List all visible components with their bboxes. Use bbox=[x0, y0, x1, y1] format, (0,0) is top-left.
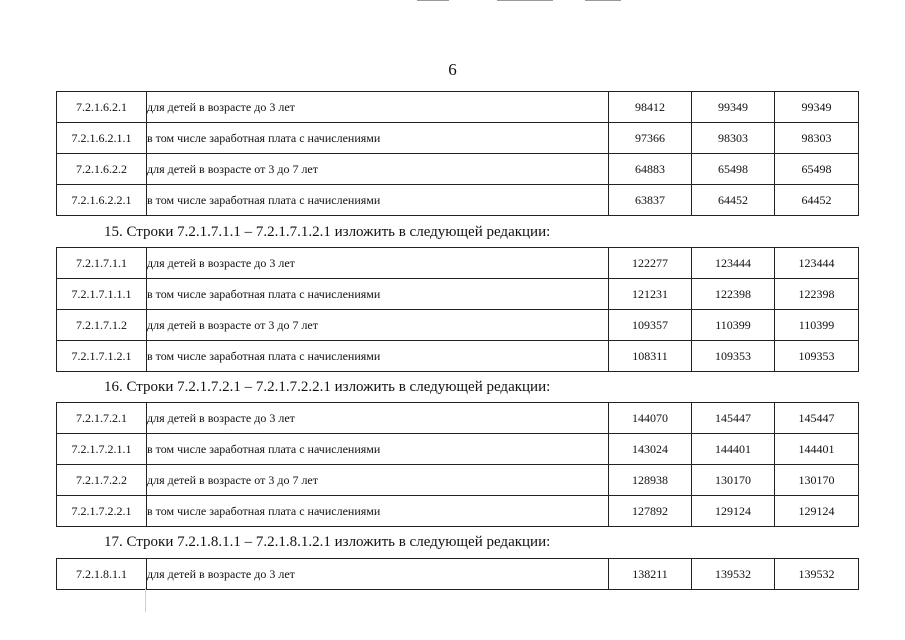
row-value-2: 139532 bbox=[692, 559, 775, 590]
row-value-2: 123444 bbox=[692, 248, 775, 279]
row-value-1: 121231 bbox=[609, 279, 692, 310]
row-value-3: 98303 bbox=[775, 123, 859, 154]
row-value-1: 64883 bbox=[609, 154, 692, 185]
row-value-3: 123444 bbox=[775, 248, 859, 279]
table-continuation-line bbox=[145, 588, 146, 612]
row-description: для детей в возрасте до 3 лет bbox=[147, 559, 609, 590]
section-heading-17: 17. Строки 7.2.1.8.1.1 – 7.2.1.8.1.2.1 изложить в следующей редакции: bbox=[104, 534, 551, 550]
section-heading-15: 15. Строки 7.2.1.7.1.1 – 7.2.1.7.1.2.1 изложить в следующей редакции: bbox=[104, 224, 551, 240]
row-value-3: 129124 bbox=[775, 496, 859, 527]
row-code: 7.2.1.7.1.1.1 bbox=[57, 279, 147, 310]
row-value-2: 110399 bbox=[692, 310, 775, 341]
row-value-2: 130170 bbox=[692, 465, 775, 496]
row-value-1: 97366 bbox=[609, 123, 692, 154]
row-code: 7.2.1.6.2.2.1 bbox=[57, 185, 147, 216]
table-row bbox=[57, 496, 859, 527]
row-value-1: 138211 bbox=[609, 559, 692, 590]
budget-table-4 bbox=[56, 558, 859, 590]
row-description: в том числе заработная плата с начислениями bbox=[147, 341, 609, 372]
row-value-2: 129124 bbox=[692, 496, 775, 527]
row-value-3: 145447 bbox=[775, 403, 859, 434]
row-description: в том числе заработная плата с начислениями bbox=[147, 279, 609, 310]
table-row bbox=[57, 123, 859, 154]
row-value-1: 122277 bbox=[609, 248, 692, 279]
row-description: в том числе заработная плата с начислениями bbox=[147, 434, 609, 465]
row-code: 7.2.1.6.2.2 bbox=[57, 154, 147, 185]
row-value-2: 98303 bbox=[692, 123, 775, 154]
page-number: 6 bbox=[448, 60, 457, 79]
row-code: 7.2.1.8.1.1 bbox=[57, 559, 147, 590]
table-row bbox=[57, 403, 859, 434]
table-row bbox=[57, 310, 859, 341]
row-value-3: 110399 bbox=[775, 310, 859, 341]
row-code: 7.2.1.6.2.1.1 bbox=[57, 123, 147, 154]
row-description: в том числе заработная плата с начислениями bbox=[147, 185, 609, 216]
scan-artifact bbox=[585, 0, 621, 1]
row-value-3: 144401 bbox=[775, 434, 859, 465]
table-row bbox=[57, 559, 859, 590]
row-code: 7.2.1.7.1.2 bbox=[57, 310, 147, 341]
row-value-2: 109353 bbox=[692, 341, 775, 372]
table-row bbox=[57, 465, 859, 496]
row-description: в том числе заработная плата с начислениями bbox=[147, 123, 609, 154]
row-code: 7.2.1.7.2.1 bbox=[57, 403, 147, 434]
row-value-3: 139532 bbox=[775, 559, 859, 590]
row-description: в том числе заработная плата с начислениями bbox=[147, 496, 609, 527]
row-description: для детей в возрасте до 3 лет bbox=[147, 403, 609, 434]
row-value-1: 128938 bbox=[609, 465, 692, 496]
row-value-1: 127892 bbox=[609, 496, 692, 527]
row-description: для детей в возрасте до 3 лет bbox=[147, 92, 609, 123]
row-code: 7.2.1.7.2.2.1 bbox=[57, 496, 147, 527]
row-value-1: 108311 bbox=[609, 341, 692, 372]
row-value-3: 65498 bbox=[775, 154, 859, 185]
row-value-2: 64452 bbox=[692, 185, 775, 216]
row-value-2: 144401 bbox=[692, 434, 775, 465]
table-row bbox=[57, 434, 859, 465]
row-code: 7.2.1.6.2.1 bbox=[57, 92, 147, 123]
table-row bbox=[57, 92, 859, 123]
row-value-1: 98412 bbox=[609, 92, 692, 123]
row-value-3: 109353 bbox=[775, 341, 859, 372]
table-row bbox=[57, 185, 859, 216]
table-row bbox=[57, 154, 859, 185]
budget-table-1 bbox=[56, 91, 859, 216]
row-value-2: 122398 bbox=[692, 279, 775, 310]
table-row bbox=[57, 248, 859, 279]
table-row bbox=[57, 341, 859, 372]
row-description: для детей в возрасте от 3 до 7 лет bbox=[147, 310, 609, 341]
table-row bbox=[57, 279, 859, 310]
row-value-2: 65498 bbox=[692, 154, 775, 185]
row-value-3: 99349 bbox=[775, 92, 859, 123]
row-value-2: 145447 bbox=[692, 403, 775, 434]
budget-table-2 bbox=[56, 247, 859, 372]
row-description: для детей в возрасте от 3 до 7 лет bbox=[147, 154, 609, 185]
scan-artifact bbox=[497, 0, 553, 1]
row-description: для детей в возрасте до 3 лет bbox=[147, 248, 609, 279]
scan-artifact bbox=[417, 0, 449, 1]
budget-table-3 bbox=[56, 402, 859, 527]
row-value-3: 122398 bbox=[775, 279, 859, 310]
row-value-1: 63837 bbox=[609, 185, 692, 216]
row-value-3: 130170 bbox=[775, 465, 859, 496]
row-value-1: 109357 bbox=[609, 310, 692, 341]
row-code: 7.2.1.7.2.2 bbox=[57, 465, 147, 496]
row-value-1: 143024 bbox=[609, 434, 692, 465]
row-code: 7.2.1.7.1.1 bbox=[57, 248, 147, 279]
row-value-1: 144070 bbox=[609, 403, 692, 434]
row-description: для детей в возрасте от 3 до 7 лет bbox=[147, 465, 609, 496]
row-value-2: 99349 bbox=[692, 92, 775, 123]
row-code: 7.2.1.7.2.1.1 bbox=[57, 434, 147, 465]
row-code: 7.2.1.7.1.2.1 bbox=[57, 341, 147, 372]
row-value-3: 64452 bbox=[775, 185, 859, 216]
section-heading-16: 16. Строки 7.2.1.7.2.1 – 7.2.1.7.2.2.1 изложить в следующей редакции: bbox=[104, 379, 551, 395]
